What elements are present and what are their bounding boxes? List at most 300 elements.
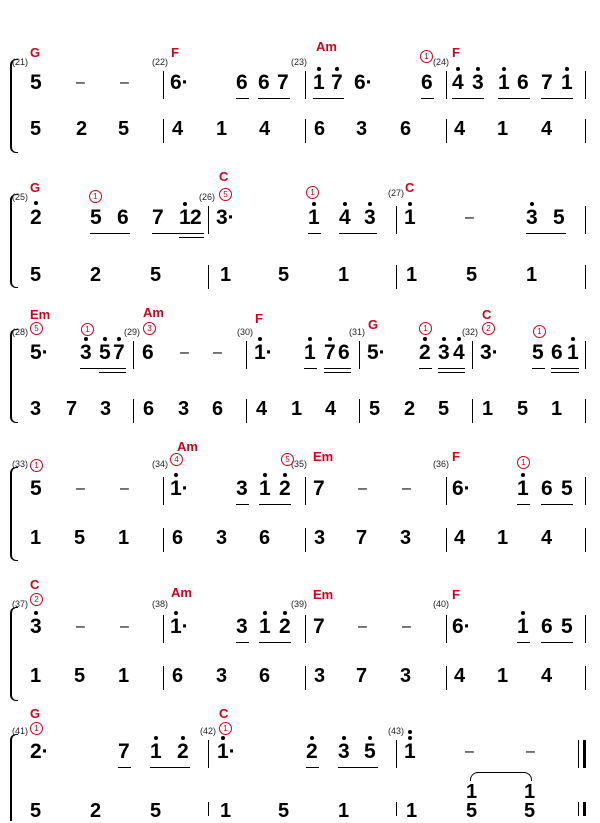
upper-note: 3 (472, 71, 484, 94)
upper-note: 5· (30, 341, 49, 364)
chord-symbol: Em (313, 587, 334, 602)
underline (498, 98, 530, 99)
lower-note: 1 (291, 398, 303, 420)
fingering-number: 5 (219, 188, 232, 201)
fingering-number: 1 (219, 722, 232, 735)
underline (236, 642, 249, 643)
fingering-number: 1 (420, 50, 433, 63)
lower-note: 1 (220, 800, 232, 822)
upper-note: 2 (279, 477, 291, 500)
upper-note: 5 (30, 71, 42, 94)
underline (80, 368, 126, 369)
lower-note: 7 (356, 665, 368, 687)
barline (446, 119, 447, 143)
upper-note: 6· (452, 477, 471, 500)
chord-symbol: C (482, 307, 492, 322)
upper-note: 1 (179, 206, 191, 229)
lower-note: 5 (30, 800, 42, 822)
high-dot (154, 736, 158, 740)
fingering-number: 1 (30, 459, 43, 472)
lower-note: 6 (259, 665, 271, 687)
upper-note: 7 (331, 71, 343, 94)
high-dot (442, 337, 446, 341)
lower-note: 5 (369, 398, 381, 420)
fingering-number: 2 (30, 593, 43, 606)
lower-note: 3 (216, 665, 228, 687)
upper-note: 6 (551, 341, 563, 364)
upper-note: – (402, 618, 411, 635)
lower-note: 1 (497, 118, 509, 140)
lower-note: 4 (454, 527, 466, 549)
barline (163, 528, 164, 552)
upper-note: 2· (30, 740, 49, 763)
lower-note: 6 (172, 527, 184, 549)
lower-note: 4 (541, 527, 553, 549)
upper-note: 6 (421, 71, 433, 94)
upper-note: 6 (258, 71, 270, 94)
system-5 (0, 577, 600, 693)
underline (324, 372, 351, 373)
underline (90, 233, 130, 234)
lower-note: 7 (356, 527, 368, 549)
chord-symbol: G (30, 706, 41, 721)
upper-note: 1 (304, 341, 316, 364)
chord-symbol: G (30, 45, 41, 60)
underline (304, 368, 317, 369)
system-brace (10, 607, 18, 701)
fingering-number: 4 (170, 453, 183, 466)
fingering-number: 1 (419, 322, 432, 335)
barline (472, 341, 473, 369)
underline (338, 767, 378, 768)
measure-number: (35) (291, 459, 308, 469)
underline (308, 233, 321, 234)
lower-note: 5 (466, 264, 478, 286)
lower-note: 5 (74, 527, 86, 549)
high-dot (174, 473, 178, 477)
barline (208, 740, 209, 768)
barline (446, 528, 447, 552)
underline (150, 767, 190, 768)
lower-note: 4 (325, 398, 337, 420)
measure-number: (28) (12, 327, 29, 337)
upper-note: 7 (277, 71, 289, 94)
high-dot (423, 337, 427, 341)
upper-note: – (120, 618, 129, 635)
high-dot (283, 473, 287, 477)
upper-note: 1 (308, 206, 320, 229)
underline (259, 504, 291, 505)
barline (585, 206, 586, 234)
system-brace (10, 329, 18, 423)
upper-note: – (526, 743, 535, 760)
measure-number: (36) (433, 459, 450, 469)
lower-note: 6 (259, 527, 271, 549)
high-dot (312, 202, 316, 206)
underline (313, 98, 344, 99)
lower-note: 1 (406, 264, 418, 286)
upper-note: 2 (306, 740, 318, 763)
upper-note: 3 (364, 206, 376, 229)
measure-number: (42) (200, 726, 217, 736)
high-dot (181, 736, 185, 740)
high-dot (335, 67, 339, 71)
high-dot (328, 337, 332, 341)
chord-symbol: C (219, 706, 229, 721)
lower-note: 5 (150, 264, 162, 286)
system-brace (10, 734, 18, 821)
high-dot (408, 202, 412, 206)
barline (163, 71, 164, 99)
underline (532, 368, 545, 369)
measure-number: (43) (388, 726, 405, 736)
upper-note: 1· (217, 740, 236, 763)
measure-number: (22) (152, 57, 169, 67)
high-dot (308, 337, 312, 341)
upper-note: 6 (236, 71, 248, 94)
upper-note: 1 (567, 341, 579, 364)
measure-number: (27) (388, 188, 405, 198)
barline (133, 399, 134, 423)
barline (585, 399, 586, 423)
barline (305, 477, 306, 505)
measure-number: (29) (124, 327, 141, 337)
slur (470, 772, 532, 781)
lower-note: 2 (76, 118, 88, 140)
lower-note: 1 (497, 665, 509, 687)
upper-note: 1 (498, 71, 510, 94)
barline (585, 615, 586, 643)
upper-note: 2 (419, 341, 431, 364)
measure-number: (25) (12, 192, 29, 202)
system-brace (10, 194, 18, 288)
chord-symbol: G (368, 317, 379, 332)
measure-number: (30) (237, 327, 254, 337)
lower-note: 6 (400, 118, 412, 140)
upper-note: 5 (364, 740, 376, 763)
lower-note: 4 (454, 118, 466, 140)
upper-note: – (120, 74, 129, 91)
upper-note: 6 (517, 71, 529, 94)
chord-symbol: G (30, 180, 41, 195)
upper-note: – (120, 480, 129, 497)
lower-note: 4 (172, 118, 184, 140)
barline (305, 119, 306, 143)
underline (236, 98, 249, 99)
fingering-number: 1 (89, 190, 102, 203)
high-dot (457, 337, 461, 341)
upper-note: 7 (118, 740, 130, 763)
underline (179, 237, 204, 238)
upper-note: 7 (313, 477, 325, 500)
barline (585, 477, 586, 505)
chord-symbol: Am (316, 39, 337, 54)
lower-note: 2 (404, 398, 416, 420)
upper-note: 1 (150, 740, 162, 763)
barline (208, 206, 209, 234)
lower-note: 4 (259, 118, 271, 140)
fingering-number: 1 (30, 722, 43, 735)
underline (541, 504, 573, 505)
underline (421, 98, 434, 99)
measure-number: (24) (433, 57, 450, 67)
barline (396, 206, 397, 234)
measure-number: (37) (12, 599, 29, 609)
upper-note: 6 (117, 206, 129, 229)
high-dot (310, 736, 314, 740)
barline (163, 119, 164, 143)
upper-note: 6 (541, 477, 553, 500)
upper-note: – (76, 480, 85, 497)
barline (585, 265, 586, 289)
upper-note: 5 (561, 477, 573, 500)
high-dot (221, 736, 225, 740)
upper-note: 6· (354, 71, 373, 94)
underline (452, 98, 484, 99)
underline (517, 504, 530, 505)
barline (246, 399, 247, 423)
fingering-number: 2 (482, 322, 495, 335)
lower-note: 1 (118, 665, 130, 687)
chord-symbol: C (219, 169, 229, 184)
underline (236, 504, 249, 505)
barline (133, 341, 134, 369)
measure-number: (23) (291, 57, 308, 67)
lower-note: 1 (220, 264, 232, 286)
underline (438, 372, 465, 373)
lower-note: 2 (90, 800, 102, 822)
barline (305, 528, 306, 552)
upper-note: 2 (30, 206, 42, 229)
chord-symbol: F (171, 45, 179, 60)
upper-note: 5 (553, 206, 565, 229)
upper-note: 7 (324, 341, 336, 364)
lower-note: 4 (256, 398, 268, 420)
underline (551, 372, 579, 373)
high-dot (34, 611, 38, 615)
underline (551, 368, 579, 369)
lower-note: 1 (118, 527, 130, 549)
high-dot (408, 730, 412, 734)
lower-note: 3 (314, 527, 326, 549)
barline (246, 341, 247, 369)
upper-note: 1 (517, 615, 529, 638)
measure-number: (39) (291, 599, 308, 609)
upper-note: 3 (30, 615, 42, 638)
upper-note: 5 (561, 615, 573, 638)
lower-note: 3 (400, 665, 412, 687)
lower-note: 1 (338, 800, 350, 822)
barline (163, 477, 164, 505)
lower-note: 5 (30, 118, 42, 140)
upper-note: 3 (236, 477, 248, 500)
high-dot (174, 611, 178, 615)
upper-note: 1· (170, 615, 189, 638)
lower-note: 1 (30, 527, 42, 549)
lower-note: 1 (406, 800, 418, 822)
lower-note: 4 (541, 665, 553, 687)
high-dot (408, 736, 412, 740)
upper-note: 5 (90, 206, 102, 229)
upper-note: 6· (170, 71, 189, 94)
underline (339, 233, 377, 234)
upper-note: 3· (480, 341, 499, 364)
lower-note: 5 (524, 800, 536, 822)
high-dot (84, 337, 88, 341)
high-dot (521, 611, 525, 615)
underline (259, 642, 291, 643)
system-brace (10, 467, 18, 561)
lower-note: 3 (356, 118, 368, 140)
high-dot (343, 202, 347, 206)
system-3 (0, 305, 600, 420)
barline (359, 341, 360, 369)
lower-note: 5 (118, 118, 130, 140)
lower-note: 6 (212, 398, 224, 420)
upper-note: 7 (313, 615, 325, 638)
lower-note: 5 (278, 264, 290, 286)
upper-note: 6 (142, 341, 154, 364)
barline (163, 666, 164, 690)
lower-note: 5 (438, 398, 450, 420)
upper-note: 6 (338, 341, 350, 364)
high-dot (502, 67, 506, 71)
chord-symbol: Am (143, 305, 164, 320)
barline (396, 740, 397, 768)
lower-note: 6 (143, 398, 155, 420)
chord-symbol: F (452, 449, 460, 464)
lower-note: 3 (314, 665, 326, 687)
high-dot (530, 202, 534, 206)
barline (305, 615, 306, 643)
upper-note: 3· (216, 206, 235, 229)
upper-note: – (76, 74, 85, 91)
lower-note: 3 (216, 527, 228, 549)
upper-note: 4 (453, 341, 465, 364)
chord-symbol: F (452, 587, 460, 602)
high-dot (476, 67, 480, 71)
upper-note: 3 (236, 615, 248, 638)
upper-note: 3 (338, 740, 350, 763)
measure-number: (41) (12, 726, 29, 736)
underline (118, 767, 131, 768)
barline (446, 615, 447, 643)
upper-note: 6· (452, 615, 471, 638)
upper-note: 3 (80, 341, 92, 364)
lower-note: 5 (30, 264, 42, 286)
underline (324, 368, 351, 369)
upper-note: 1 (517, 477, 529, 500)
fingering-number: 3 (143, 322, 156, 335)
upper-note: 1 (561, 71, 573, 94)
barline (396, 265, 397, 289)
lower-note: 2 (90, 264, 102, 286)
high-dot (342, 736, 346, 740)
underline (526, 233, 566, 234)
upper-note: 7 (541, 71, 553, 94)
lower-note: 3 (100, 398, 112, 420)
barline (585, 71, 586, 99)
upper-note: 5 (30, 477, 42, 500)
lower-note: 6 (172, 665, 184, 687)
upper-note: 4 (339, 206, 351, 229)
system-4 (0, 439, 600, 553)
lower-note: 3 (30, 398, 42, 420)
lower-note: 5 (466, 800, 478, 822)
high-dot (263, 473, 267, 477)
high-dot (263, 611, 267, 615)
lower-note: 1 (551, 398, 563, 420)
chord-symbol: Am (177, 439, 198, 454)
upper-note: – (180, 344, 189, 361)
system-2 (0, 169, 600, 286)
upper-note: 7 (152, 206, 164, 229)
system-1 (0, 39, 600, 145)
barline (585, 119, 586, 143)
upper-note: 2 (190, 206, 202, 229)
upper-note: 5· (367, 341, 386, 364)
final-barline (583, 740, 586, 768)
fingering-number: 1 (306, 186, 319, 199)
barline (578, 740, 579, 768)
chord-symbol: Am (171, 585, 192, 600)
upper-note: 1 (259, 477, 271, 500)
underline (541, 642, 573, 643)
barline (585, 528, 586, 552)
lower-note: 7 (66, 398, 78, 420)
barline (163, 615, 164, 643)
upper-note: 1 (404, 740, 416, 763)
upper-note: – (465, 209, 474, 226)
high-dot (456, 67, 460, 71)
high-dot (571, 337, 575, 341)
high-dot (368, 202, 372, 206)
upper-note: 1 (313, 71, 325, 94)
upper-note: – (76, 618, 85, 635)
fingering-number: 5 (281, 453, 294, 466)
lower-note: 1 (482, 398, 494, 420)
lower-note: 1 (466, 781, 478, 803)
upper-note: 5 (532, 341, 544, 364)
fingering-number: 1 (517, 456, 530, 469)
fingering-number: 5 (30, 322, 43, 335)
fingering-number: 1 (81, 323, 94, 336)
underline (99, 372, 126, 373)
measure-number: (32) (462, 327, 479, 337)
underline (517, 642, 530, 643)
chord-symbol: F (255, 311, 263, 326)
lower-note: 1 (30, 665, 42, 687)
upper-note: 1 (259, 615, 271, 638)
upper-note: 4 (452, 71, 464, 94)
barline (472, 399, 473, 423)
upper-note: 1· (254, 341, 273, 364)
measure-number: (21) (12, 57, 29, 67)
lower-note: 5 (150, 800, 162, 822)
barline (446, 477, 447, 505)
lower-note: 4 (454, 665, 466, 687)
chord-symbol: C (405, 180, 415, 195)
chord-symbol: Em (30, 307, 51, 322)
high-dot (183, 202, 187, 206)
measure-number: (34) (152, 459, 169, 469)
lower-note: 5 (517, 398, 529, 420)
upper-note: – (358, 618, 367, 635)
lower-note: 1 (216, 118, 228, 140)
upper-note: – (465, 743, 474, 760)
fingering-number: 1 (533, 325, 546, 338)
chord-symbol: C (30, 577, 40, 592)
